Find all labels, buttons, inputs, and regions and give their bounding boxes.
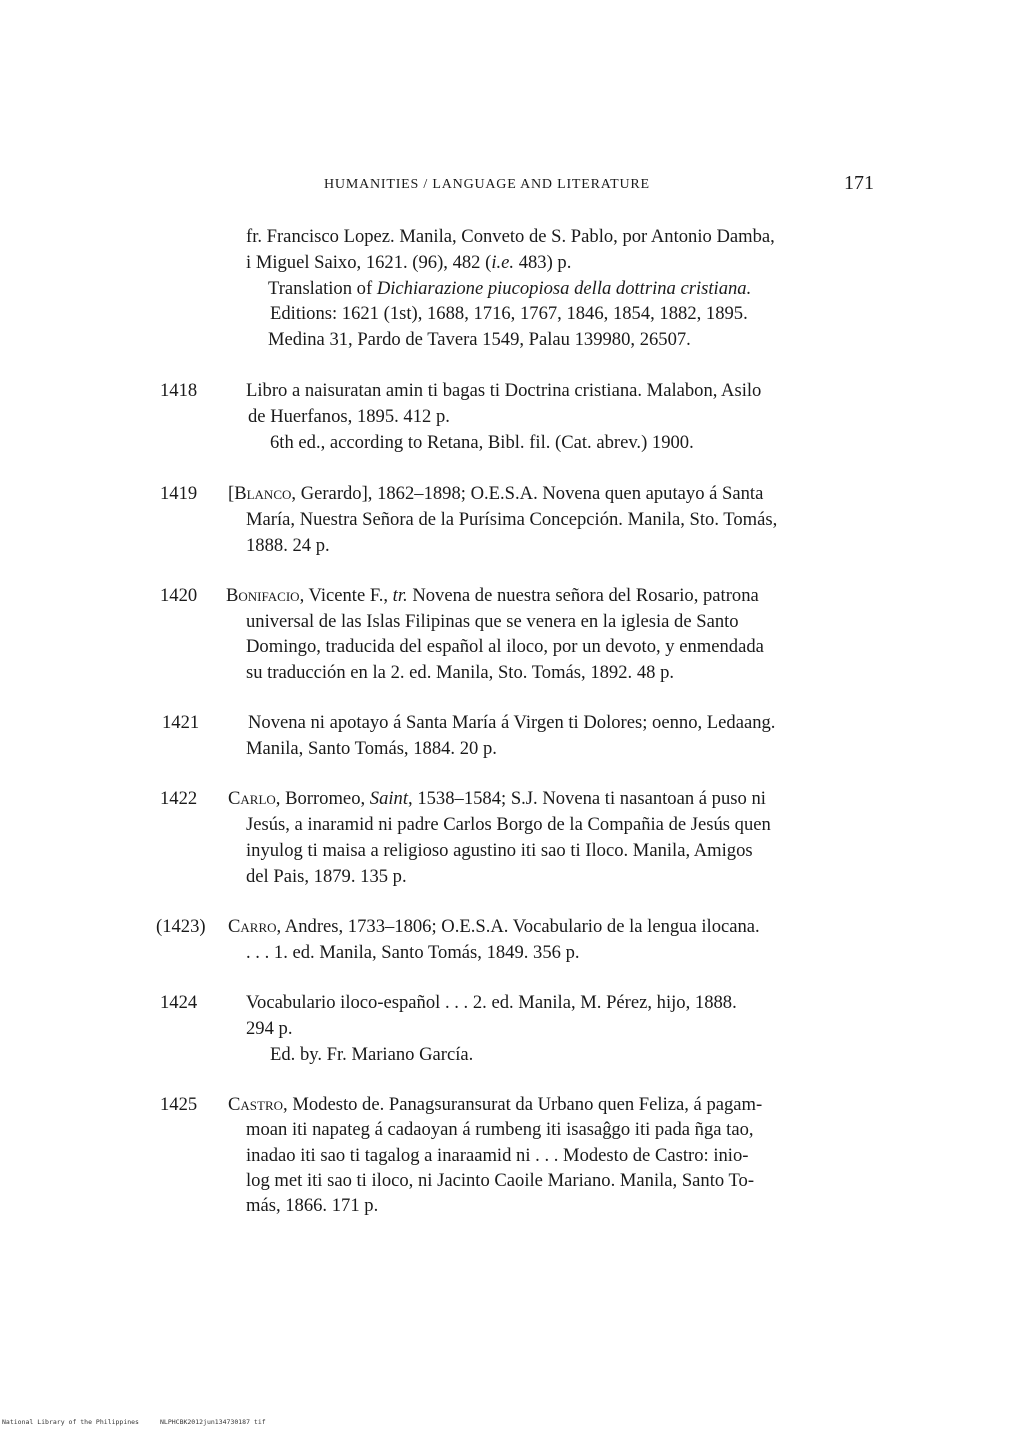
entry-1419-line-1: [Blanco, Gerardo], 1862–1898; O.E.S.A. Novena quen aputayo á Santa <box>228 483 764 504</box>
entry-1425-line-3: inadao iti sao ti tagalog a inaraamid ni . . . Modesto de Castro: inio- <box>246 1145 749 1166</box>
entry-1424-line-1: Vocabulario iloco-español . . . 2. ed. Manila, M. Pérez, hijo, 1888. <box>246 992 737 1013</box>
entry-1419-line-3: 1888. 24 p. <box>246 535 330 556</box>
page-number: 171 <box>844 172 874 194</box>
page-header <box>324 172 874 202</box>
entry-1419-line-2: María, Nuestra Señora de la Purísima Concepción. Manila, Sto. Tomás, <box>246 509 778 530</box>
continuation-line-5: Medina 31, Pardo de Tavera 1549, Palau 139980, 26507. <box>268 329 691 350</box>
running-head: HUMANITIES / LANGUAGE AND LITERATURE <box>324 177 650 192</box>
entry-1421-line-2: Manila, Santo Tomás, 1884. 20 p. <box>246 738 497 759</box>
entry-number-1418: 1418 <box>160 380 198 401</box>
entry-1418-line-1: Libro a naisuratan amin ti bagas ti Doctrina cristiana. Malabon, Asilo <box>246 380 762 401</box>
entry-1422-line-2: Jesús, a inaramid ni padre Carlos Borgo de la Compañia de Jesús quen <box>246 814 771 835</box>
entry-1420-line-2: universal de las Islas Filipinas que se venera en la iglesia de Santo <box>246 611 739 632</box>
entry-number-1423: (1423) <box>156 916 206 937</box>
continuation-line-4: Editions: 1621 (1st), 1688, 1716, 1767, 1846, 1854, 1882, 1895. <box>270 303 748 324</box>
entry-1420-line-4: su traducción en la 2. ed. Manila, Sto. Tomás, 1892. 48 p. <box>246 662 675 683</box>
entry-1420-line-1: Bonifacio, Vicente F., tr. Novena de nuestra señora del Rosario, patrona <box>226 585 759 606</box>
entry-number-1420: 1420 <box>160 585 198 606</box>
entry-1422-line-4: del Pais, 1879. 135 p. <box>246 866 407 887</box>
continuation-line-3: Translation of Dichiarazione piucopiosa della dottrina cristiana. <box>268 278 752 299</box>
entry-number-1419: 1419 <box>160 483 198 504</box>
entry-1423-line-1: Carro, Andres, 1733–1806; O.E.S.A. Vocabulario de la lengua ilocana. <box>228 916 760 937</box>
entry-number-1425: 1425 <box>160 1094 198 1115</box>
entry-1425-line-5: más, 1866. 171 p. <box>246 1195 379 1216</box>
entry-1425-line-2: moan iti napateg á cadaoyan á rumbeng iti isasaĝgo iti pada ñga tao, <box>246 1119 754 1140</box>
entry-1425-line-1: Castro, Modesto de. Panagsuransurat da Urbano quen Feliza, á pagam- <box>228 1094 763 1115</box>
entry-1424-line-2: 294 p. <box>246 1018 293 1039</box>
footer-library-credit: National Library of the Philippines <box>2 1418 139 1426</box>
entry-1422-line-3: inyulog ti maisa a religioso agustino iti sao ti Iloco. Manila, Amigos <box>246 840 753 861</box>
entry-1420-line-3: Domingo, traducida del español al iloco, por un devoto, y enmendada <box>246 636 764 657</box>
entry-1424-note: Ed. by. Fr. Mariano García. <box>270 1044 474 1065</box>
entry-1422-line-1: Carlo, Borromeo, Saint, 1538–1584; S.J. Novena ti nasantoan á puso ni <box>228 788 766 809</box>
entry-1421-line-1: Novena ni apotayo á Santa María á Virgen ti Dolores; oenno, Ledaang. <box>248 712 776 733</box>
continuation-line-2: i Miguel Saixo, 1621. (96), 482 (i.e. 483) p. <box>246 252 572 273</box>
footer-scan-filename: NLPHCBK2012jun134730187 tif <box>160 1418 266 1426</box>
entry-number-1424: 1424 <box>160 992 198 1013</box>
entry-1425-line-4: log met iti sao ti iloco, ni Jacinto Caoile Mariano. Manila, Santo To- <box>246 1170 755 1191</box>
entry-1423-line-2: . . . 1. ed. Manila, Santo Tomás, 1849. 356 p. <box>246 942 580 963</box>
entry-number-1422: 1422 <box>160 788 198 809</box>
entry-1418-note: 6th ed., according to Retana, Bibl. fil. (Cat. abrev.) 1900. <box>270 432 694 453</box>
entry-1418-line-2: de Huerfanos, 1895. 412 p. <box>248 406 450 427</box>
continuation-line-1: fr. Francisco Lopez. Manila, Conveto de S. Pablo, por Antonio Damba, <box>246 226 775 247</box>
entry-number-1421: 1421 <box>162 712 200 733</box>
